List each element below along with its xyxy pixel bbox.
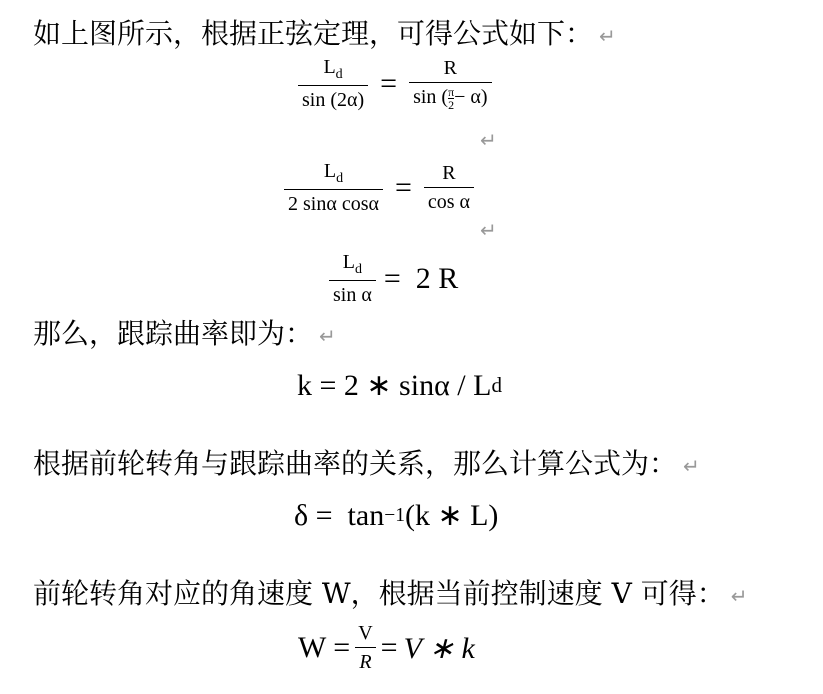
rhs: = 2 R: [383, 262, 459, 296]
equation-ld-2r: [329, 251, 458, 307]
equals: =: [380, 67, 398, 101]
fraction-left: $\frac{L_d}{\sin (2\alpha)}$: [298, 56, 368, 112]
equation-sine-law: [298, 56, 492, 112]
fraction-left: $\frac{L_d}{\text{2 sinα cosα}}$: [284, 160, 383, 216]
paragraph-intro: [33, 17, 616, 50]
equation-angular-velocity: W = $\frac{V}{R}$ = V ∗ k: [298, 622, 475, 673]
text: 前轮转角对应的角速度 W，根据当前控制速度 V 可得：: [33, 577, 725, 610]
return-mark-icon: ↵: [730, 584, 748, 608]
return-mark-icon: ↵: [683, 454, 700, 478]
equation-steering-angle: δ = tan −1 (k ∗ L): [294, 498, 499, 532]
fraction-right: R sin ( $\frac{\pi}{2}$ − α): [409, 57, 491, 111]
fraction: $\frac{L_d}{\text{sin α}}$: [329, 251, 376, 307]
paragraph-steering: [33, 447, 700, 480]
paragraph-angular-velocity: [33, 577, 748, 610]
text: 那么，跟踪曲率即为：: [33, 317, 314, 350]
return-mark-icon: ↵: [599, 24, 616, 48]
equals: =: [394, 171, 412, 205]
return-mark-icon: ↵: [319, 324, 336, 348]
fraction: $\frac{V}{R}$: [354, 622, 376, 674]
text: 如上图所示，根据正弦定理，可得公式如下：: [33, 17, 594, 50]
return-mark-icon: ↵: [480, 218, 497, 242]
equation-double-angle: [284, 160, 474, 216]
fraction-right: $\frac{R}{\text{cos α}}$: [424, 162, 474, 214]
text: 根据前轮转角与跟踪曲率的关系，那么计算公式为：: [33, 447, 678, 480]
equation-curvature: k = 2 ∗ sinα / L d: [297, 369, 502, 402]
paragraph-curvature: [33, 317, 336, 350]
return-mark-icon: ↵: [480, 128, 497, 152]
